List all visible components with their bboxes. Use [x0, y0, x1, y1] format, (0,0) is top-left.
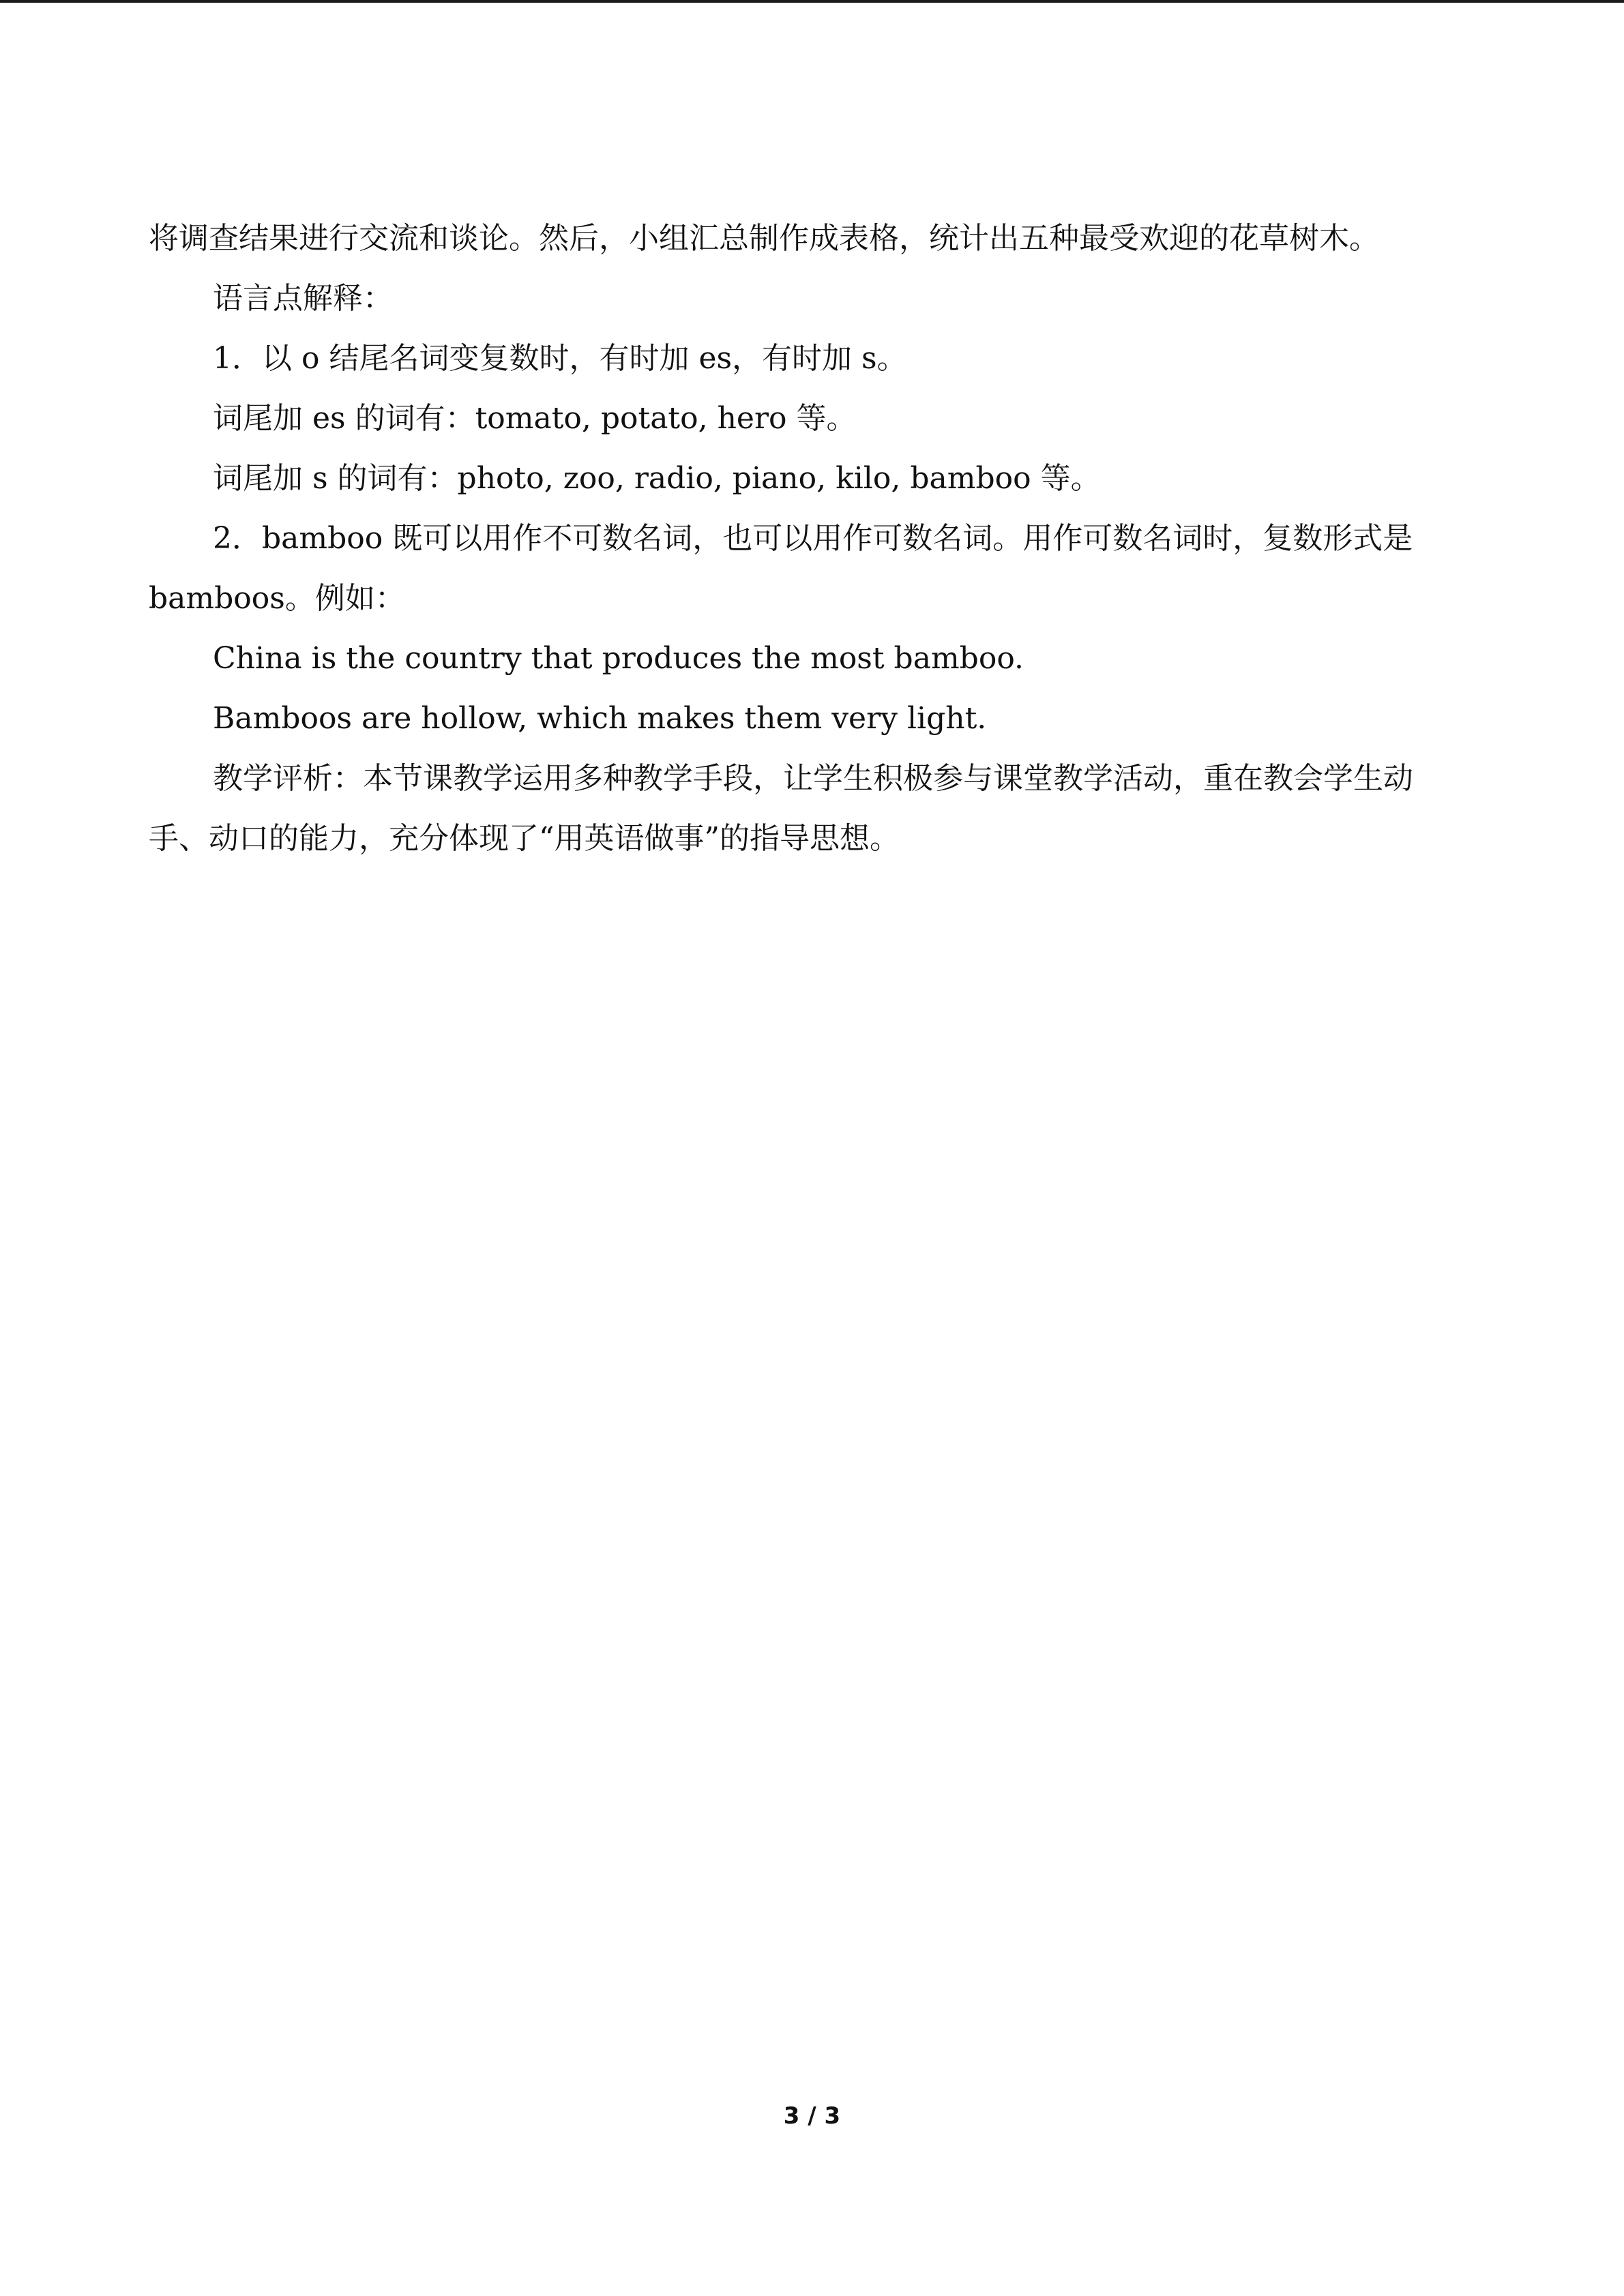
document-body [149, 209, 1458, 869]
paragraph-example-1: China is the country that produces the most bamboo. [213, 641, 1024, 676]
paragraph-survey-continuation: 将调查结果进行交流和谈论。然后，小组汇总制作成表格，统计出五种最受欢迎的花草树木。 [149, 221, 1379, 256]
paragraph-point-2: 2．bamboo 既可以用作不可数名词，也可以用作可数名词。用作可数名词时，复数形式是 bamboos。例如： [149, 521, 1413, 616]
paragraph-s-words: 词尾加 s 的词有：photo, zoo, radio, piano, kilo, bamboo 等。 [213, 461, 1101, 496]
paragraph-language-points-heading: 语言点解释： [213, 281, 393, 316]
page-top-border [0, 0, 1624, 3]
page-number: 3 / 3 [783, 2102, 841, 2130]
paragraph-es-words: 词尾加 es 的词有：tomato, potato, hero 等。 [213, 401, 857, 436]
paragraph-example-2: Bamboos are hollow, which makes them very light. [213, 701, 987, 736]
paragraph-teaching-comment: 教学评析：本节课教学运用多种教学手段，让学生积极参与课堂教学活动，重在教会学生动手、动口的能力，充分体现了“用英语做事”的指导思想。 [149, 761, 1413, 856]
paragraph-point-1: 1．以 o 结尾名词变复数时，有时加 es，有时加 s。 [213, 341, 907, 376]
